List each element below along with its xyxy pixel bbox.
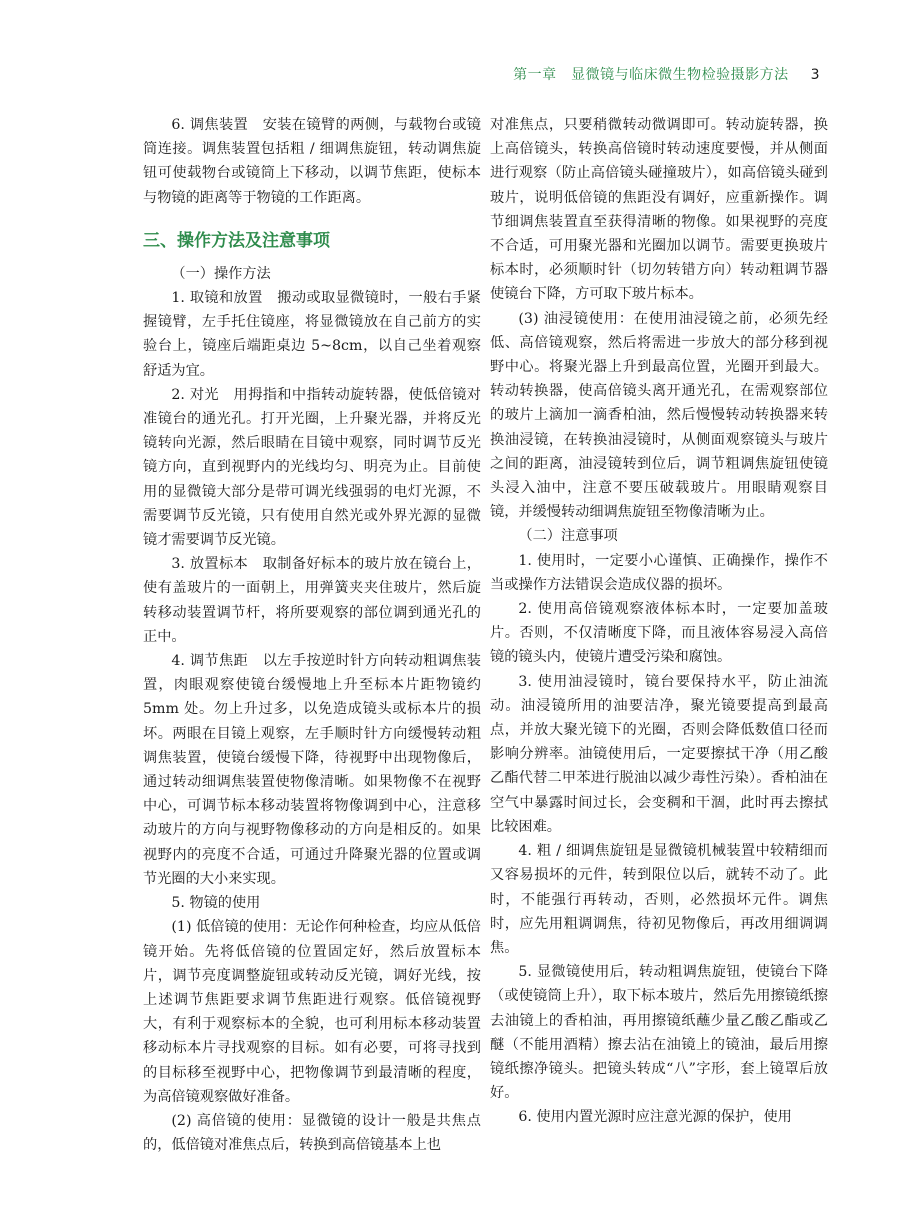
paragraph-5-2-cont: 对准焦点，只要稍微转动微调即可。转动旋转器，换上高倍镜头，转换高倍镜时转动速度要慢，并从侧面进行观察（防止高倍镜头碰撞玻片），如高倍镜头碰到玻片，说明低倍镜的焦距没有调好，应重新操作。调节细调焦装置直至获得清晰的物像。如果视野的亮度不合适，可用聚光器和光圈加以调节。需要更换玻片标本时，必须顺时针（切勿转错方向）转动粗调节器使镜台下降，方可取下玻片标本。 xyxy=(490,117,828,303)
note-6-start: 6. 使用内置光源时应注意光源的保护，使用 xyxy=(518,1109,792,1126)
section-heading: 三、操作方法及注意事项 xyxy=(143,230,330,251)
note-2: 2. 使用高倍镜观察液体标本时，一定要加盖玻片。否则，不仅清晰度下降，而且液体容易浸入高倍镜的镜头内，使镜片遭受污染和腐蚀。 xyxy=(490,601,828,666)
note-1: 1. 使用时，一定要小心谨慎、正确操作，操作不当或操作方法错误会造成仪器的损坏。 xyxy=(490,552,828,593)
page-number: 3 xyxy=(810,67,820,83)
paragraph-5-3: (3) 油浸镜使用：在使用油浸镜之前，必须先经低、高倍镜观察，然后将需进一步放大的部分移到视野中心。将聚光器上升到最高位置，光圈开到最大。转动转换器，使高倍镜头离开通光孔，在需观察部位的玻片上滴加一滴香柏油，然后慢慢转动转换器来转换油浸镜，在转换油浸镜时，从侧面观察镜头与玻片之间的距离，油浸镜转到位后，调节粗调焦旋钮使镜头浸入油中，注意不要压破载玻片。用眼睛观察目镜，并缓慢转动细调焦旋钮至物像清晰为止。 xyxy=(490,310,828,521)
paragraph-3: 3. 放置标本 取制备好标本的玻片放在镜台上，使有盖玻片的一面朝上，用弹簧夹夹住玻片，然后旋转移动装置调节杆，将所要观察的部位调到通光孔的正中。 xyxy=(143,556,481,645)
paragraph-1: 1. 取镜和放置 搬动或取显微镜时，一般右手紧握镜臂，左手托住镜座，将显微镜放在自己前方的实验台上，镜座后端距桌边 5~8cm，以自己坐着观察舒适为宜。 xyxy=(143,290,481,379)
paragraph-2: 2. 对光 用拇指和中指转动旋转器，使低倍镜对准镜台的通光孔。打开光圈，上升聚光器，并将反光镜转向光源，然后眼睛在目镜中观察，同时调节反光镜方向，直到视野内的光线均匀、明亮为止。目前使用的显微镜大部分是带可调光线强弱的电灯光源，不需要调节反光镜，只有使用自然光或外界光源的显微镜才需要调节反光镜。 xyxy=(143,386,481,549)
note-4: 4. 粗 / 细调焦旋钮是显微镜机械装置中较精细而又容易损坏的元件，转到限位以后，就转不动了。此时，不能强行再转动，否则，必然损坏元件。调焦时，应先用粗调调焦，待初见物像后，再改用细调调焦。 xyxy=(490,843,828,956)
paragraph-focus-device: 6. 调焦装置 安装在镜臂的两侧，与载物台或镜筒连接。调焦装置包括粗 / 细调焦旋钮，转动调焦旋钮可使载物台或镜筒上下移动，以调节焦距，使标本与物镜的距离等于物镜的工作距离。 xyxy=(143,117,481,206)
subheading-notes: （二）注意事项 xyxy=(518,528,618,545)
paragraph-5: 5. 物镜的使用 xyxy=(171,895,261,912)
note-3: 3. 使用油浸镜时，镜台要保持水平，防止油流动。油浸镜所用的油要洁净，聚光镜要提高到最高点，并放大聚光镜下的光圈，否则会降低数值口径而影响分辨率。油镜使用后，一定要擦拭干净（用乙酸乙酯代替二甲苯进行脱油以减少毒性污染）。香柏油在空气中暴露时间过长，会变稠和干涸，此时再去擦拭比较困难。 xyxy=(490,673,828,835)
note-5: 5. 显微镜使用后，转动粗调焦旋钮，使镜台下降（或使镜筒上升），取下标本玻片，然后先用擦镜纸擦去油镜上的香柏油，再用擦镜纸蘸少量乙酸乙酯或乙醚（不能用酒精）擦去沾在油镜上的镜油，最后用擦镜纸擦净镜头。把镜头转成“八”字形，套上镜罩后放好。 xyxy=(490,964,828,1102)
left-column xyxy=(143,113,481,1157)
paragraph-5-2-start: (2) 高倍镜的使用：显微镜的设计一般是共焦点的，低倍镜对准焦点后，转换到高倍镜基本上也 xyxy=(143,1112,481,1154)
right-column xyxy=(490,113,828,1130)
paragraph-5-1: (1) 低倍镜的使用：无论作何种检查，均应从低倍镜开始。先将低倍镜的位置固定好，然后放置标本片，调节亮度调整旋钮或转动反光镜，调好光线，按上述调节焦距要求调节焦距进行观察。低倍镜视野大，有利于观察标本的全貌，也可利用标本移动装置移动标本片寻找观察的目标。如有必要，可将寻找到的目标移至视野中心，把物像调节到最清晰的程度，为高倍镜观察做好准备。 xyxy=(143,919,481,1105)
subheading-methods: （一）操作方法 xyxy=(171,265,271,282)
paragraph-4: 4. 调节焦距 以左手按逆时针方向转动粗调焦装置，肉眼观察使镜台缓慢地上升至标本片距物镜约 5mm 处。勿上升过多，以免造成镜头或标本片的损坏。两眼在目镜上观察，左手顺时针方向缓慢转动粗调焦装置，使镜台缓慢下降，待视野中出现物像后，通过转动细调焦装置使物像清晰。如果物像不在视野中心，可调节标本移动装置将物像调到中心，注意移动玻片的方向与视野物像移动的方向是相反的。如果视野内的亮度不合适，可通过升降聚光器的位置或调节光圈的大小来实现。 xyxy=(143,653,481,887)
running-head xyxy=(513,64,820,84)
running-title: 第一章 显微镜与临床微生物检验摄影方法 xyxy=(513,67,789,83)
